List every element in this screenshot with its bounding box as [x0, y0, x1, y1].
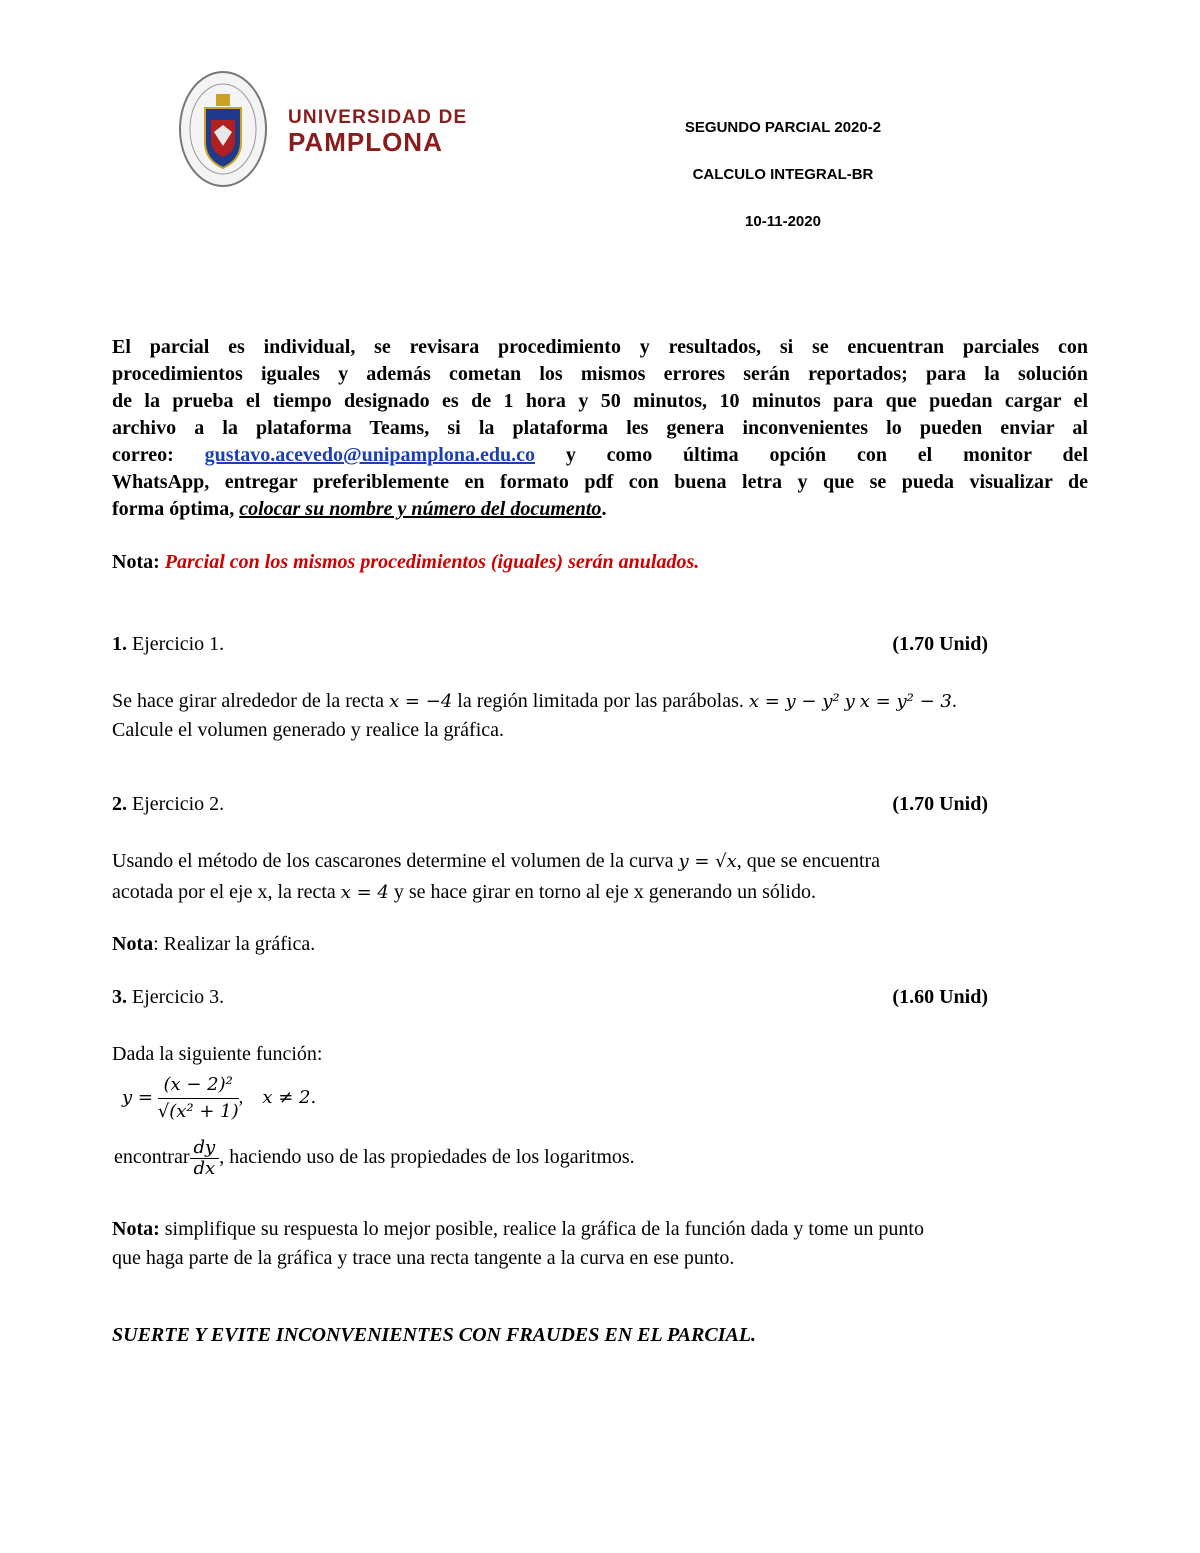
email-suffix: y como última opción con el monitor del	[565, 444, 1088, 466]
math-expression: y = √x	[678, 851, 737, 872]
formula-condition: x ≠ 2.	[262, 1086, 317, 1108]
warning-note-text: Parcial con los mismos procedimientos (iguales) serán anulados.	[164, 551, 700, 573]
exercise-3-note	[112, 1215, 1092, 1273]
instructions-line: procedimientos iguales y además cometan los mismos errores serán reportados; para la solución	[112, 363, 1088, 385]
email-link[interactable]: gustavo.acevedo@unipamplona.edu.co	[204, 444, 535, 466]
university-wordmark	[288, 108, 467, 155]
exercise-title: Ejercicio 3.	[132, 986, 225, 1008]
note-text: simplifique su respuesta lo mejor posible, realice la gráfica de la función dada y tome un punto	[164, 1218, 924, 1240]
period: .	[601, 498, 607, 520]
formula-lhs: y =	[122, 1086, 153, 1108]
exercise-2-statement	[112, 846, 1092, 908]
warning-note	[112, 551, 699, 574]
statement-text: acotada por el eje x, la recta	[112, 881, 336, 903]
exercise-3-intro: Dada la siguiente función:	[112, 1043, 323, 1065]
instructions-paragraph	[112, 334, 1088, 523]
exam-date: 10-11-2020	[745, 213, 821, 230]
exercise-2-heading	[112, 793, 988, 816]
instructions-line: de la prueba el tiempo designado es de 1 hora y 50 minutos, 10 minutos para que puedan cargar el	[112, 390, 1088, 412]
note-label: Nota:	[112, 1218, 160, 1240]
email-prefix: correo:	[112, 444, 174, 466]
warning-note-label: Nota:	[112, 551, 160, 573]
exercise-points: (1.70 Unid)	[892, 793, 988, 815]
exercise-number: 3.	[112, 986, 127, 1008]
instructions-line: El parcial es individual, se revisara procedimiento y resultados, si se encuentran parciales con	[112, 336, 1088, 358]
name-document-instruction: colocar su nombre y número del documento	[239, 498, 602, 520]
closing-message: SUERTE Y EVITE INCONVENIENTES CON FRAUDES EN EL PARCIAL.	[112, 1324, 757, 1346]
exercise-points: (1.60 Unid)	[892, 986, 988, 1008]
derivative-denominator: dx	[193, 1158, 216, 1179]
exercise-2-note	[112, 930, 1092, 959]
exercise-1-heading	[112, 633, 988, 656]
exercise-1-statement	[112, 687, 1092, 745]
exercise-title: Ejercicio 2.	[132, 793, 225, 815]
statement-text: , que se encuentra	[736, 850, 881, 872]
exercise-number: 2.	[112, 793, 127, 815]
math-expression: x = 4	[340, 882, 389, 903]
statement-text: Se hace girar alrededor de la recta	[112, 690, 385, 712]
derivative-numerator: dy	[190, 1138, 220, 1159]
exercise-title: Ejercicio 1.	[132, 633, 225, 655]
function-formula: y = $\frac{\text{(x − 2)²}}{\text{√(x² + 1)}}$ , x ≠ 2.	[122, 1072, 316, 1125]
note-text: : Realizar la gráfica.	[153, 933, 316, 955]
exercise-3-heading	[112, 986, 988, 1009]
statement-text: Usando el método de los cascarones determine el volumen de la curva	[112, 850, 674, 872]
instructions-line: WhatsApp, entregar preferiblemente en formato pdf con buena letra y que se pueda visualizar de	[112, 471, 1088, 493]
statement-text: encontrar	[114, 1146, 190, 1169]
formula-denominator: √(x² + 1)	[157, 1101, 239, 1122]
instructions-line: archivo a la plataforma Teams, si la plataforma les genera inconvenientes lo pueden enviar al	[112, 417, 1088, 439]
instructions-line-email	[112, 442, 1088, 469]
note-label: Nota	[112, 933, 154, 955]
instructions-prefix: forma óptima,	[112, 498, 235, 520]
university-seal-logo	[178, 70, 268, 188]
statement-text: Calcule el volumen generado y realice la gráfica.	[112, 719, 505, 741]
university-name-line2: PAMPLONA	[288, 127, 443, 157]
statement-text: , haciendo uso de las propiedades de los logaritmos.	[219, 1146, 635, 1169]
statement-text: la región limitada por las parábolas.	[457, 690, 744, 712]
statement-text: y	[844, 691, 855, 712]
math-expression: x = y² − 3	[859, 691, 952, 712]
period: .	[951, 690, 957, 712]
exercise-points: (1.70 Unid)	[892, 633, 988, 655]
exercise-number: 1.	[112, 633, 127, 655]
course-name: CALCULO INTEGRAL-BR	[692, 166, 874, 183]
math-expression: x = −4	[389, 691, 453, 712]
exam-title: SEGUNDO PARCIAL 2020-2	[684, 119, 882, 136]
formula-fraction	[158, 1072, 239, 1125]
instructions-line-last	[112, 496, 1088, 523]
derivative-fraction	[190, 1138, 220, 1179]
exercise-3-task	[114, 1138, 1094, 1179]
note-text: que haga parte de la gráfica y trace una recta tangente a la curva en ese punto.	[112, 1247, 735, 1269]
statement-text: y se hace girar en torno al eje x generando un sólido.	[393, 881, 816, 903]
math-expression: x = y − y²	[748, 691, 840, 712]
formula-numerator: (x − 2)²	[158, 1072, 239, 1099]
university-name-line1: UNIVERSIDAD DE	[288, 107, 468, 128]
